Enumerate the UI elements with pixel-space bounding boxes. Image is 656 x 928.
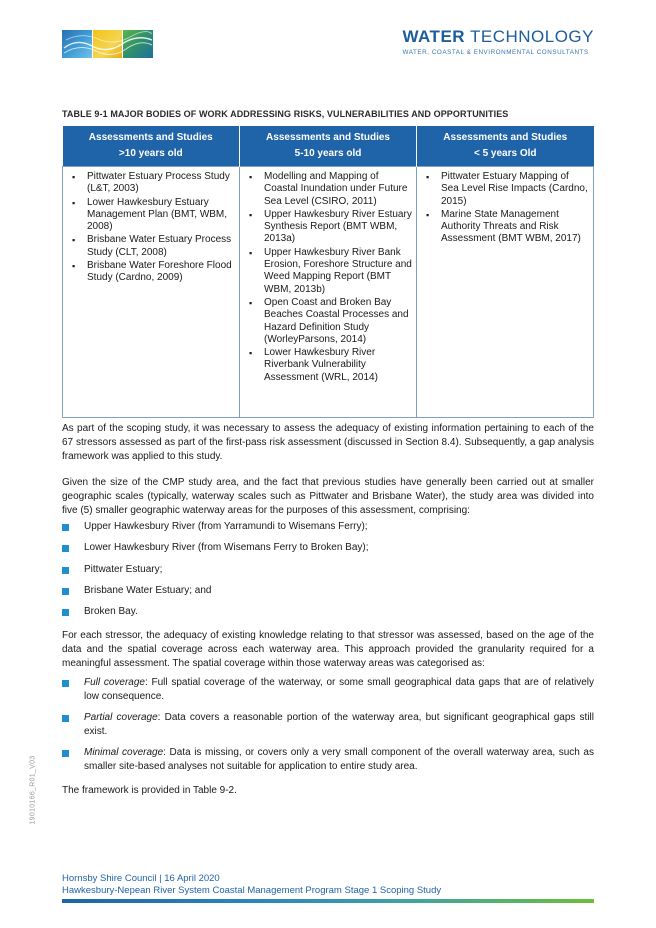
document-code: 19010166_R01_V03: [29, 755, 37, 825]
list-item: ▪ Lower Hawkesbury River Riverbank Vulnerability Assessment (WRL, 2014): [244, 347, 412, 384]
list-item: Broken Bay.: [62, 605, 594, 626]
bullet-square-icon: [62, 567, 69, 574]
list-item: Brisbane Water Estuary; and: [62, 584, 594, 605]
bullet-square-icon: [62, 545, 69, 552]
paragraph: The framework is provided in Table 9-2.: [62, 785, 237, 796]
footer-line: Hornsby Shire Council | 16 April 2020: [62, 873, 220, 884]
waterway-area-list: [62, 520, 594, 626]
footer-line: Hawkesbury-Nepean River System Coastal Management Program Stage 1 Scoping Study: [62, 885, 442, 896]
list-item: Full coverage: Full spatial coverage of the waterway, or some small geographical data gaps that are of relatively low consequence.: [62, 676, 594, 704]
list-item: ▪ Modelling and Mapping of Coastal Inundation under Future Sea Level (CSIRO, 2011): [244, 171, 412, 208]
logo-wave-icon: [62, 30, 154, 58]
table-title: TABLE 9-1 MAJOR BODIES OF WORK ADDRESSING RISKS, VULNERABILITIES AND OPPORTUNITIES: [62, 109, 509, 119]
list-item: ▪ Upper Hawkesbury River Estuary Synthesis Report (BMT WBM, 2013a): [244, 209, 412, 246]
list-item: ▪ Pittwater Estuary Process Study (L&T, 2003): [67, 171, 235, 196]
paragraph: As part of the scoping study, it was necessary to assess the adequacy of existing information pertaining to each of the 67 stressors assessed as part of the first-pass risk assessment (discussed in Section 8.4). Subsequently, a gap analysis framework was applied to this study.: [62, 423, 594, 462]
list-item: ▪ Brisbane Water Estuary Process Study (CLT, 2008): [67, 234, 235, 259]
column-header: Assessments and Studies >10 years old: [63, 126, 240, 167]
bullet-square-icon: [62, 609, 69, 616]
list-item: Pittwater Estuary;: [62, 563, 594, 584]
list-item: ▪ Pittwater Estuary Mapping of Sea Level Rise Impacts (Cardno, 2015): [421, 171, 589, 208]
list-item: ▪ Open Coast and Broken Bay Beaches Coastal Processes and Hazard Definition Study (WorleyParsons, 2014): [244, 297, 412, 346]
list-item: ▪ Brisbane Water Foreshore Flood Study (Cardno, 2009): [67, 260, 235, 285]
coverage-list: [62, 676, 594, 781]
paragraph: For each stressor, the adequacy of existing knowledge relating to that stressor was assessed, based on the age of the data and the spatial coverage across each waterway area. This approach provided the granularity required for a meaningful assessment. The spatial coverage within those waterway areas was categorised as:: [62, 630, 594, 669]
bullet-square-icon: [62, 524, 69, 531]
studies-table: [62, 126, 594, 418]
list-item: Upper Hawkesbury River (from Yarramundi to Wisemans Ferry);: [62, 520, 594, 541]
paragraph: Given the size of the CMP study area, and the fact that previous studies have generally been carried out at smaller geographic scales (typically, waterway scales such as Pittwater and Brisbane Water), the study area was divided into five (5) smaller geographic waterway areas for the purposes of this assessment, comprising:: [62, 477, 594, 516]
table-row: [63, 167, 594, 418]
bullet-square-icon: [62, 588, 69, 595]
list-item: ▪ Marine State Management Authority Threats and Risk Assessment (BMT WBM, 2017): [421, 209, 589, 246]
bullet-square-icon: [62, 750, 69, 757]
bullet-square-icon: [62, 715, 69, 722]
footer-bar: [62, 899, 594, 903]
list-item: Partial coverage: Data covers a reasonable portion of the waterway area, but significant geographical gaps still exist.: [62, 711, 594, 739]
list-item: ▪ Lower Hawkesbury Estuary Management Plan (BMT, WBM, 2008): [67, 197, 235, 234]
table-cell: [63, 167, 240, 418]
list-item: ▪ Upper Hawkesbury River Bank Erosion, Foreshore Structure and Weed Mapping Report (BMT WBM, 2013b): [244, 247, 412, 296]
list-item: Minimal coverage: Data is missing, or covers only a very small component of the overall waterway area, such as smaller site-based analyses not suitable for application to entire study area.: [62, 746, 594, 774]
company-tagline: WATER, COASTAL & ENVIRONMENTAL CONSULTANTS: [402, 49, 589, 56]
column-header: Assessments and Studies 5-10 years old: [240, 126, 417, 167]
client-logo: [62, 30, 154, 58]
column-header: Assessments and Studies < 5 years Old: [417, 126, 594, 167]
footer: [62, 873, 441, 897]
table-cell: [240, 167, 417, 418]
table-cell: [417, 167, 594, 418]
bullet-square-icon: [62, 680, 69, 687]
company-logo: [402, 28, 594, 56]
company-name: WATER TECHNOLOGY: [402, 27, 594, 46]
list-item: Lower Hawkesbury River (from Wisemans Ferry to Broken Bay);: [62, 541, 594, 562]
